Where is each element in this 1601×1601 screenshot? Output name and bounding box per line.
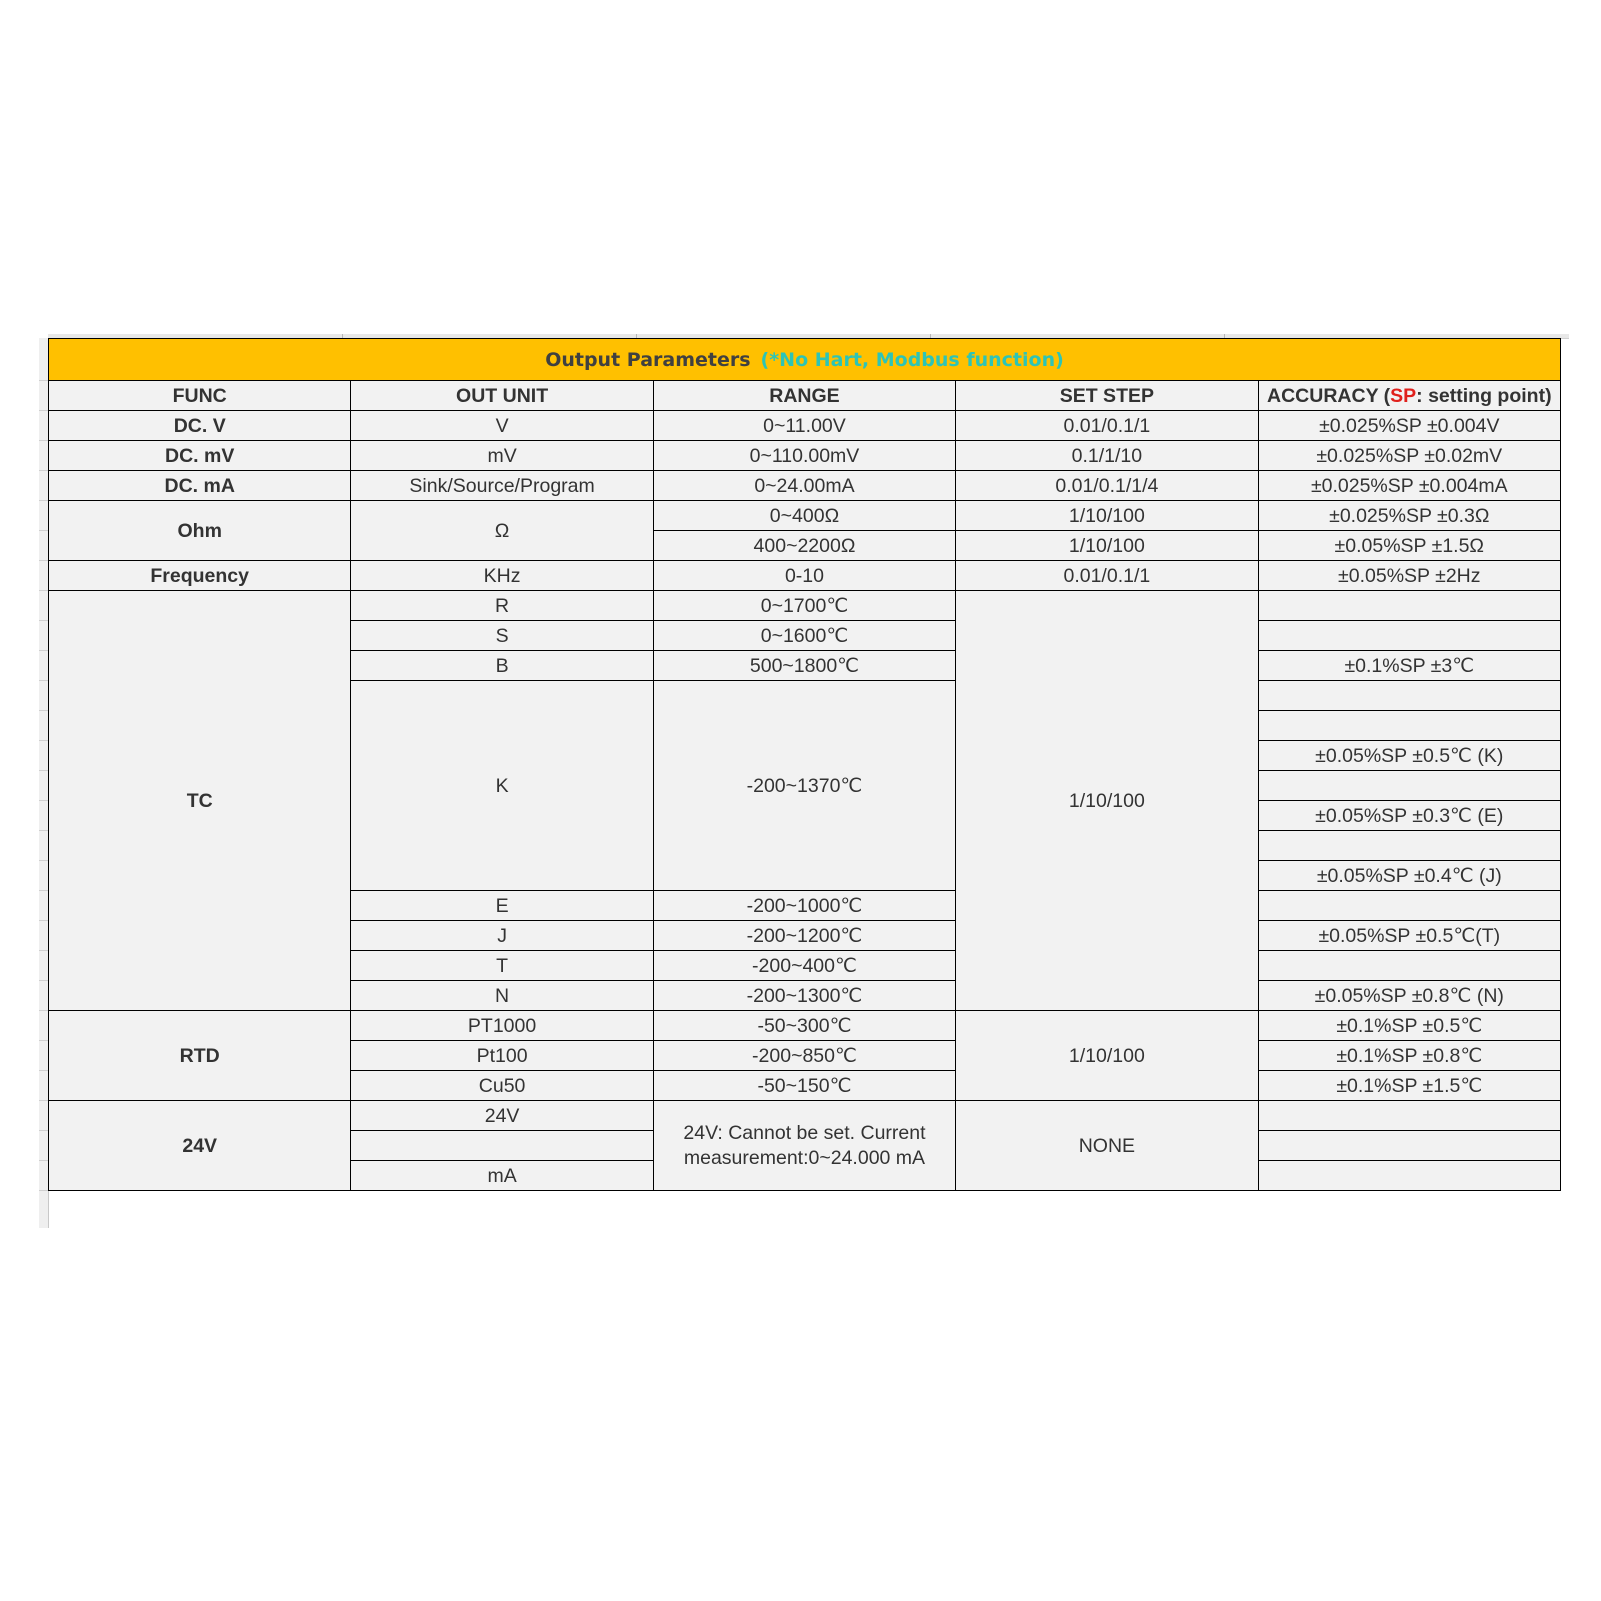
header-accuracy-suffix: : setting point): [1416, 384, 1552, 407]
table-row: [49, 561, 1561, 591]
func-cell: Ohm: [49, 501, 351, 561]
range-cell: -200~1000℃: [653, 891, 955, 921]
header-func: FUNC: [49, 381, 351, 411]
table-title: [49, 339, 1561, 381]
accuracy-cell: ±0.025%SP ±0.3Ω: [1258, 501, 1560, 531]
row-header-tick: [39, 560, 48, 561]
accuracy-cell: [1258, 1101, 1560, 1131]
header-out-unit: OUT UNIT: [351, 381, 653, 411]
accuracy-cell: [1258, 621, 1560, 651]
row-header-tick: [39, 1130, 48, 1131]
accuracy-cell: ±0.05%SP ±1.5Ω: [1258, 531, 1560, 561]
range-cell: -200~850℃: [653, 1041, 955, 1071]
accuracy-cell: ±0.025%SP ±0.02mV: [1258, 441, 1560, 471]
range-cell: -200~400℃: [653, 951, 955, 981]
row-header-tick: [39, 800, 48, 801]
func-cell: Frequency: [49, 561, 351, 591]
func-cell: DC. mV: [49, 441, 351, 471]
step-cell: NONE: [956, 1101, 1258, 1191]
row-header-tick: [39, 950, 48, 951]
row-header-tick: [39, 440, 48, 441]
range-cell: 0~24.00mA: [653, 471, 955, 501]
row-header-tick: [39, 380, 48, 381]
output-parameters-table: [48, 338, 1561, 1191]
step-cell: 1/10/100: [956, 531, 1258, 561]
title-row: [49, 339, 1561, 381]
accuracy-cell: ±0.025%SP ±0.004V: [1258, 411, 1560, 441]
accuracy-cell: ±0.05%SP ±0.5℃(T): [1258, 921, 1560, 951]
unit-cell: N: [351, 981, 653, 1011]
title-main: Output Parameters: [545, 348, 751, 371]
unit-cell: R: [351, 591, 653, 621]
row-header-tick: [39, 1160, 48, 1161]
unit-cell: Pt100: [351, 1041, 653, 1071]
row-header-tick: [39, 1190, 48, 1191]
table-row: [49, 411, 1561, 441]
row-header-tick: [39, 1100, 48, 1101]
row-header-tick: [39, 890, 48, 891]
header-set-step: SET STEP: [956, 381, 1258, 411]
accuracy-cell: ±0.05%SP ±0.3℃ (E): [1258, 801, 1560, 831]
row-header-tick: [39, 650, 48, 651]
row-header-tick: [39, 590, 48, 591]
range-cell: 0~11.00V: [653, 411, 955, 441]
step-cell: 0.01/0.1/1: [956, 411, 1258, 441]
row-header-tick: [39, 770, 48, 771]
unit-cell: K: [351, 681, 653, 891]
row-header-tick: [39, 860, 48, 861]
range-cell: 0~400Ω: [653, 501, 955, 531]
step-cell: 1/10/100: [956, 1011, 1258, 1101]
accuracy-cell: ±0.1%SP ±0.8℃: [1258, 1041, 1560, 1071]
accuracy-cell: ±0.05%SP ±0.4℃ (J): [1258, 861, 1560, 891]
unit-cell: Sink/Source/Program: [351, 471, 653, 501]
row-header-tick: [39, 980, 48, 981]
accuracy-cell: ±0.1%SP ±1.5℃: [1258, 1071, 1560, 1101]
range-cell: 0-10: [653, 561, 955, 591]
table-row: [49, 501, 1561, 531]
accuracy-cell: ±0.025%SP ±0.004mA: [1258, 471, 1560, 501]
range-cell: 0~1700℃: [653, 591, 955, 621]
range-cell: 500~1800℃: [653, 651, 955, 681]
row-header-tick: [39, 470, 48, 471]
row-header-tick: [39, 500, 48, 501]
step-cell: 0.1/1/10: [956, 441, 1258, 471]
row-header-tick: [39, 710, 48, 711]
row-header-tick: [39, 410, 48, 411]
unit-cell: J: [351, 921, 653, 951]
table-row: [49, 591, 1561, 621]
func-cell: DC. V: [49, 411, 351, 441]
accuracy-cell: [1258, 831, 1560, 861]
row-header-tick: [39, 1010, 48, 1011]
table-row: [49, 1011, 1561, 1041]
step-cell: 1/10/100: [956, 501, 1258, 531]
header-range: RANGE: [653, 381, 955, 411]
row-header-tick: [39, 830, 48, 831]
range-cell: 0~110.00mV: [653, 441, 955, 471]
accuracy-cell: [1258, 771, 1560, 801]
row-header-tick: [39, 920, 48, 921]
table-row: [49, 1101, 1561, 1131]
title-note: (*No Hart, Modbus function): [760, 348, 1064, 371]
accuracy-cell: [1258, 1131, 1560, 1161]
accuracy-cell: ±0.05%SP ±0.8℃ (N): [1258, 981, 1560, 1011]
row-header-tick: [39, 620, 48, 621]
header-accuracy: [1258, 381, 1560, 411]
unit-cell: mV: [351, 441, 653, 471]
table-row: [49, 441, 1561, 471]
unit-cell: S: [351, 621, 653, 651]
row-header-tick: [39, 530, 48, 531]
unit-cell: mA: [351, 1161, 653, 1191]
unit-cell: 24V: [351, 1101, 653, 1131]
func-cell: TC: [49, 591, 351, 1011]
range-cell: -200~1300℃: [653, 981, 955, 1011]
range-cell: -200~1370℃: [653, 681, 955, 891]
func-cell: 24V: [49, 1101, 351, 1191]
unit-cell: [351, 1131, 653, 1161]
step-cell: 0.01/0.1/1: [956, 561, 1258, 591]
accuracy-cell: [1258, 681, 1560, 711]
accuracy-cell: [1258, 711, 1560, 741]
row-header-tick: [39, 1040, 48, 1041]
row-header-tick: [39, 1070, 48, 1071]
unit-cell: T: [351, 951, 653, 981]
unit-cell: Ω: [351, 501, 653, 561]
unit-cell: E: [351, 891, 653, 921]
header-accuracy-sp: SP: [1390, 384, 1417, 407]
step-cell: 1/10/100: [956, 591, 1258, 1011]
range-cell: -50~150℃: [653, 1071, 955, 1101]
accuracy-cell: ±0.1%SP ±3℃: [1258, 651, 1560, 681]
func-cell: RTD: [49, 1011, 351, 1101]
func-cell: DC. mA: [49, 471, 351, 501]
accuracy-cell: [1258, 591, 1560, 621]
range-cell: -50~300℃: [653, 1011, 955, 1041]
unit-cell: KHz: [351, 561, 653, 591]
accuracy-cell: [1258, 891, 1560, 921]
accuracy-cell: ±0.05%SP ±2Hz: [1258, 561, 1560, 591]
header-accuracy-prefix: ACCURACY (: [1267, 384, 1391, 407]
range-cell: -200~1200℃: [653, 921, 955, 951]
unit-cell: Cu50: [351, 1071, 653, 1101]
step-cell: 0.01/0.1/1/4: [956, 471, 1258, 501]
unit-cell: V: [351, 411, 653, 441]
range-cell: 24V: Cannot be set. Current measurement:0~24.000 mA: [653, 1101, 955, 1191]
accuracy-cell: [1258, 1161, 1560, 1191]
range-cell: 0~1600℃: [653, 621, 955, 651]
range-cell: 400~2200Ω: [653, 531, 955, 561]
unit-cell: PT1000: [351, 1011, 653, 1041]
accuracy-cell: ±0.05%SP ±0.5℃ (K): [1258, 741, 1560, 771]
table-row: [49, 471, 1561, 501]
header-row: [49, 381, 1561, 411]
unit-cell: B: [351, 651, 653, 681]
row-header-tick: [39, 680, 48, 681]
accuracy-cell: [1258, 951, 1560, 981]
accuracy-cell: ±0.1%SP ±0.5℃: [1258, 1011, 1560, 1041]
spreadsheet-area: [39, 338, 1569, 1228]
row-header-tick: [39, 740, 48, 741]
